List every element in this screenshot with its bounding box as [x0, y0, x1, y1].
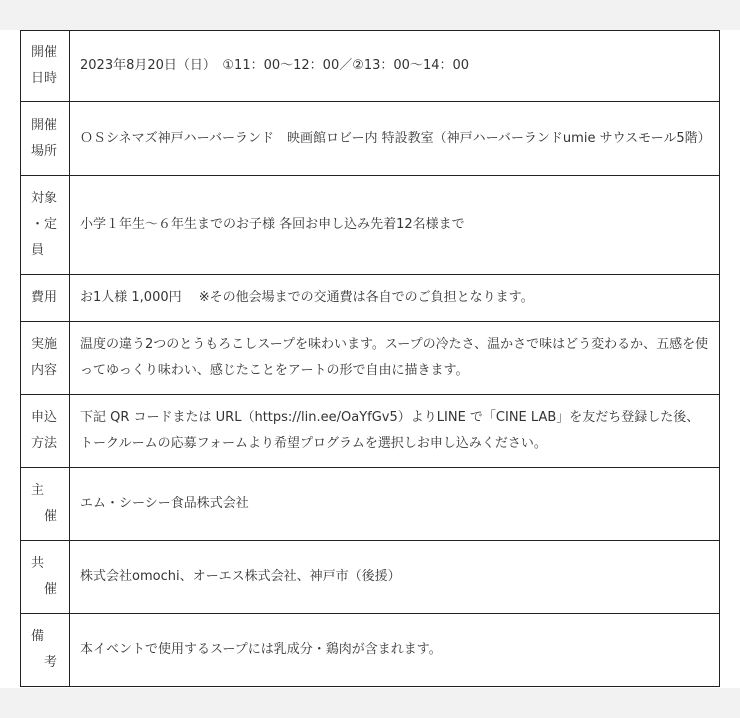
row-label-text: 備 考: [31, 629, 58, 670]
row-value-text: エム・シーシー食品株式会社: [80, 496, 249, 511]
row-value-text: ＯＳシネマズ神戸ハーバーランド 映画館ロビー内 特設教室（神戸ハーバーランドumie サウスモール5階）: [80, 130, 711, 146]
table-row-target: [21, 176, 720, 275]
row-value: [70, 31, 720, 102]
row-value: [70, 395, 720, 468]
table-row-content: [21, 322, 720, 395]
row-label: [21, 102, 70, 176]
row-value-text: お1人様 1,000円 ※その他会場までの交通費は各自でのご負担となります。: [80, 290, 534, 305]
row-label-text: 実施 内容: [31, 337, 58, 378]
row-value-text: 2023年8月20日（日） ①11：00〜12：00／②13：00〜14：00: [80, 58, 470, 73]
row-value-text: 温度の違う2つのとうもろこしスープを味わいます。スープの冷たさ、温かさで味はどう変わるか、五感を使ってゆっくり味わい、感じたことをアートの形で自由に描きます。: [80, 337, 709, 378]
table-row-notes: [21, 614, 720, 687]
row-label: [21, 31, 70, 102]
row-value-text: 株式会社omochi、オーエス株式会社、神戸市（後援）: [80, 569, 401, 584]
table-row-venue: [21, 102, 720, 176]
table-row-application: [21, 395, 720, 468]
row-value: [70, 541, 720, 614]
row-label: [21, 275, 70, 322]
row-value-text: 下記 QR コードまたは URL（https://lin.ee/OaYfGv5）よりLINE で「CINE LAB」を友だち登録した後、トークルームの応募フォームより希望プログラムを選択しお申し込みください。: [80, 410, 700, 451]
row-label-text: 主 催: [31, 483, 58, 524]
row-value: [70, 102, 720, 176]
row-label-text: 費用: [31, 290, 58, 305]
table-row-organizer: [21, 468, 720, 541]
row-label: [21, 176, 70, 275]
row-value: [70, 614, 720, 687]
row-value: [70, 176, 720, 275]
table-row-fee: [21, 275, 720, 322]
row-value: [70, 322, 720, 395]
row-label: [21, 614, 70, 687]
row-label-text: 開催 日時: [31, 45, 58, 86]
event-info-table: [20, 30, 720, 687]
row-label: [21, 395, 70, 468]
row-label-text: 開催 場所: [31, 117, 58, 159]
document-sheet: [0, 30, 740, 688]
row-value: [70, 468, 720, 541]
row-value: [70, 275, 720, 322]
row-label: [21, 541, 70, 614]
row-value-text: 小学１年生〜６年生までのお子様 各回お申し込み先着12名様まで: [80, 217, 465, 232]
row-label-text: 申込 方法: [31, 410, 58, 451]
table-row-date: [21, 31, 720, 102]
table-row-cosponsor: [21, 541, 720, 614]
row-label-text: 共 催: [31, 556, 58, 597]
row-label: [21, 322, 70, 395]
row-label: [21, 468, 70, 541]
row-label-text: 対象 ・定 員: [31, 191, 58, 258]
row-value-text: 本イベントで使用するスープには乳成分・鶏肉が含まれます。: [80, 642, 442, 657]
